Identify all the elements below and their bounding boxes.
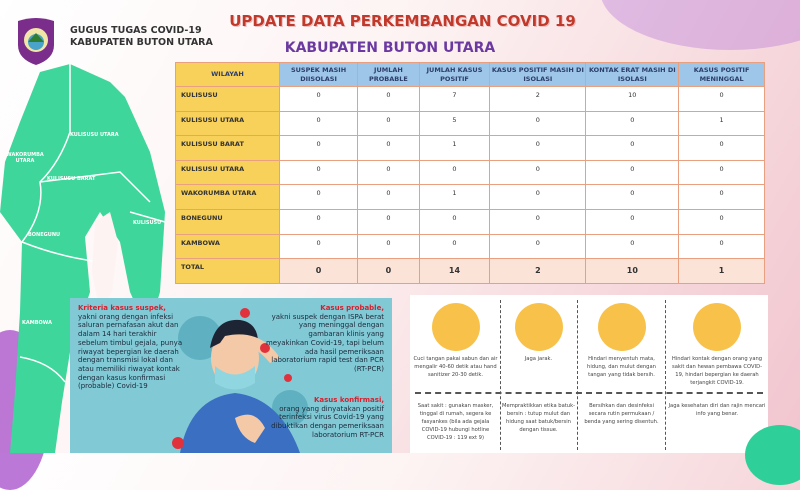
suspek-criteria	[78, 304, 188, 391]
tip-top: Jaga jarak.	[524, 356, 553, 362]
map-label-wakorumba-utara: WAKORUMBA UTARA	[6, 152, 44, 164]
value-cell: 0	[586, 185, 679, 210]
kabupaten-logo	[16, 15, 56, 65]
col-positif: JUMLAH KASUS POSITIF	[419, 63, 490, 87]
table-row	[176, 87, 765, 112]
prevention-tips-panel	[410, 295, 768, 453]
value-cell: 0	[280, 259, 358, 284]
map-label-kulisusu-utara: KULISUSU UTARA	[70, 132, 119, 138]
probable-title: Kasus probable,	[320, 304, 384, 312]
value-cell: 0	[419, 234, 490, 259]
value-cell: 0	[586, 234, 679, 259]
value-cell: 10	[586, 259, 679, 284]
page-subtitle: KABUPATEN BUTON UTARA	[284, 40, 496, 56]
value-cell: 0	[490, 111, 586, 136]
avoid-contact-icon	[693, 303, 741, 351]
tip-bottom: Mempraktikkan etika batuk-bersin : tutup mulut dan hidung saat batuk/bersin dengan tissue.	[502, 403, 575, 433]
col-suspek: SUSPEK MASIH DIISOLASI	[280, 63, 358, 87]
value-cell: 0	[419, 160, 490, 185]
value-cell: 1	[419, 136, 490, 161]
value-cell: 0	[679, 185, 765, 210]
col-meninggal: KASUS POSITIF MENINGGAL	[679, 63, 765, 87]
table-row	[176, 234, 765, 259]
org-line1: GUGUS TUGAS COVID-19	[70, 25, 202, 36]
value-cell: 0	[280, 136, 358, 161]
value-cell: 0	[586, 136, 679, 161]
map-label-kambowa: KAMBOWA	[22, 320, 52, 326]
value-cell: 0	[490, 234, 586, 259]
map-label-bonegunu: BONEGUNU	[28, 232, 61, 238]
value-cell: 5	[419, 111, 490, 136]
value-cell: 0	[679, 234, 765, 259]
probable-text: yakni suspek dengan ISPA berat yang meninggal dengan gambaran klinis yang meyakinkan Covid-19, tapi belum ada hasil pemeriksaan laboratorium rapid test dan PCR (RT-PCR)	[265, 312, 384, 373]
value-cell: 0	[280, 160, 358, 185]
suspek-text: yakni orang dengan infeksi saluran pernafasan akut dan dalam 14 hari terakhir sebelum timbul gejala, punya riwayat bepergian ke daerah dengan transmisi lokal dan atau memiliki riwayat kontak dengan kasus konfirmasi (probable) Covid-19	[78, 312, 183, 391]
divider	[577, 300, 578, 450]
table-header-row	[176, 63, 765, 87]
suspek-title: Kriteria kasus suspek,	[78, 304, 166, 312]
value-cell: 0	[586, 111, 679, 136]
region-cell: KULISUSU UTARA	[176, 111, 280, 136]
value-cell: 0	[490, 209, 586, 234]
value-cell: 0	[280, 111, 358, 136]
value-cell: 2	[490, 259, 586, 284]
tip-top: Hindari menyentuh mata, hidung, dan mulut dengan tangan yang tidak bersih.	[587, 356, 656, 378]
value-cell: 0	[419, 209, 490, 234]
no-touch-face-icon	[598, 303, 646, 351]
value-cell: 0	[586, 160, 679, 185]
table-row	[176, 185, 765, 210]
region-cell: KULISUSU UTARA	[176, 160, 280, 185]
value-cell: 10	[586, 87, 679, 112]
region-cell: TOTAL	[176, 259, 280, 284]
org-name	[70, 25, 213, 49]
value-cell: 0	[280, 185, 358, 210]
divider	[500, 300, 501, 450]
tip-bottom: Bersihkan dan desinfeksi secara rutin permukaan / benda yang sering disentuh.	[584, 403, 659, 425]
covid-data-table	[175, 62, 765, 284]
table-row	[176, 136, 765, 161]
col-kontak-erat: KONTAK ERAT MASIH DI ISOLASI	[586, 63, 679, 87]
table-row	[176, 111, 765, 136]
region-cell: KULISUSU	[176, 87, 280, 112]
col-positif-isolasi: KASUS POSITIF MASIH DI ISOLASI	[490, 63, 586, 87]
value-cell: 0	[490, 136, 586, 161]
value-cell: 1	[679, 259, 765, 284]
value-cell: 0	[490, 160, 586, 185]
value-cell: 0	[358, 160, 420, 185]
total-row	[176, 259, 765, 284]
konfirmasi-title: Kasus konfirmasi,	[313, 396, 384, 404]
value-cell: 0	[679, 160, 765, 185]
value-cell: 0	[358, 136, 420, 161]
tip-bottom: Saat sakit : gunakan masker, tinggal di rumah, segera ke fasyankes (bila ada gejala COVID-19 hubungi hotline COVID-19 : 119 ext 9)	[417, 403, 494, 441]
value-cell: 0	[280, 234, 358, 259]
col-probable: JUMLAH PROBABLE	[358, 63, 420, 87]
case-criteria-infographic	[70, 298, 392, 453]
value-cell: 0	[586, 209, 679, 234]
org-line2: KABUPATEN BUTON UTARA	[70, 37, 213, 48]
value-cell: 1	[419, 185, 490, 210]
region-cell: KULISUSU BARAT	[176, 136, 280, 161]
divider	[665, 300, 666, 450]
region-cell: KAMBOWA	[176, 234, 280, 259]
decor-purple-top	[600, 0, 800, 50]
map-label-kulisusu: KULISUSU	[133, 220, 162, 226]
value-cell: 0	[679, 209, 765, 234]
value-cell: 0	[358, 234, 420, 259]
region-cell: WAKORUMBA UTARA	[176, 185, 280, 210]
value-cell: 1	[679, 111, 765, 136]
konfirmasi-text: orang yang dinyatakan positif terinfeksi virus Covid-19 yang dibuktikan dengan pemeriksaan laboratorium RT-PCR	[271, 404, 384, 439]
social-distance-icon	[515, 303, 563, 351]
value-cell: 0	[358, 209, 420, 234]
table-row	[176, 160, 765, 185]
tip-top: Cuci tangan pakai sabun dan air mengalir 40-60 detik atau hand sanitizer 20-30 detik.	[413, 356, 498, 378]
value-cell: 14	[419, 259, 490, 284]
value-cell: 0	[358, 87, 420, 112]
hand-washing-icon	[432, 303, 480, 351]
region-cell: BONEGUNU	[176, 209, 280, 234]
value-cell: 0	[679, 87, 765, 112]
divider	[415, 392, 763, 394]
decor-green-corner	[745, 425, 800, 485]
page-title: UPDATE DATA PERKEMBANGAN COVID 19	[229, 12, 576, 30]
value-cell: 0	[280, 209, 358, 234]
value-cell: 0	[490, 185, 586, 210]
table-row	[176, 209, 765, 234]
value-cell: 0	[280, 87, 358, 112]
value-cell: 0	[358, 259, 420, 284]
konfirmasi-criteria	[254, 396, 384, 440]
probable-criteria	[264, 304, 384, 374]
tip-bottom: Jaga kesehatan diri dan rajin mencari info yang benar.	[668, 403, 766, 417]
value-cell: 2	[490, 87, 586, 112]
col-wilayah: WILAYAH	[176, 63, 280, 87]
map-label-kulisusu-barat: KULISUSU BARAT	[47, 176, 96, 182]
value-cell: 0	[679, 136, 765, 161]
value-cell: 7	[419, 87, 490, 112]
value-cell: 0	[358, 185, 420, 210]
tip-top: Hindari kontak dengan orang yang sakit dan hewan pembawa COVID-19, hindari bepergian ke daerah terjangkit COVID-19.	[671, 356, 763, 386]
value-cell: 0	[358, 111, 420, 136]
